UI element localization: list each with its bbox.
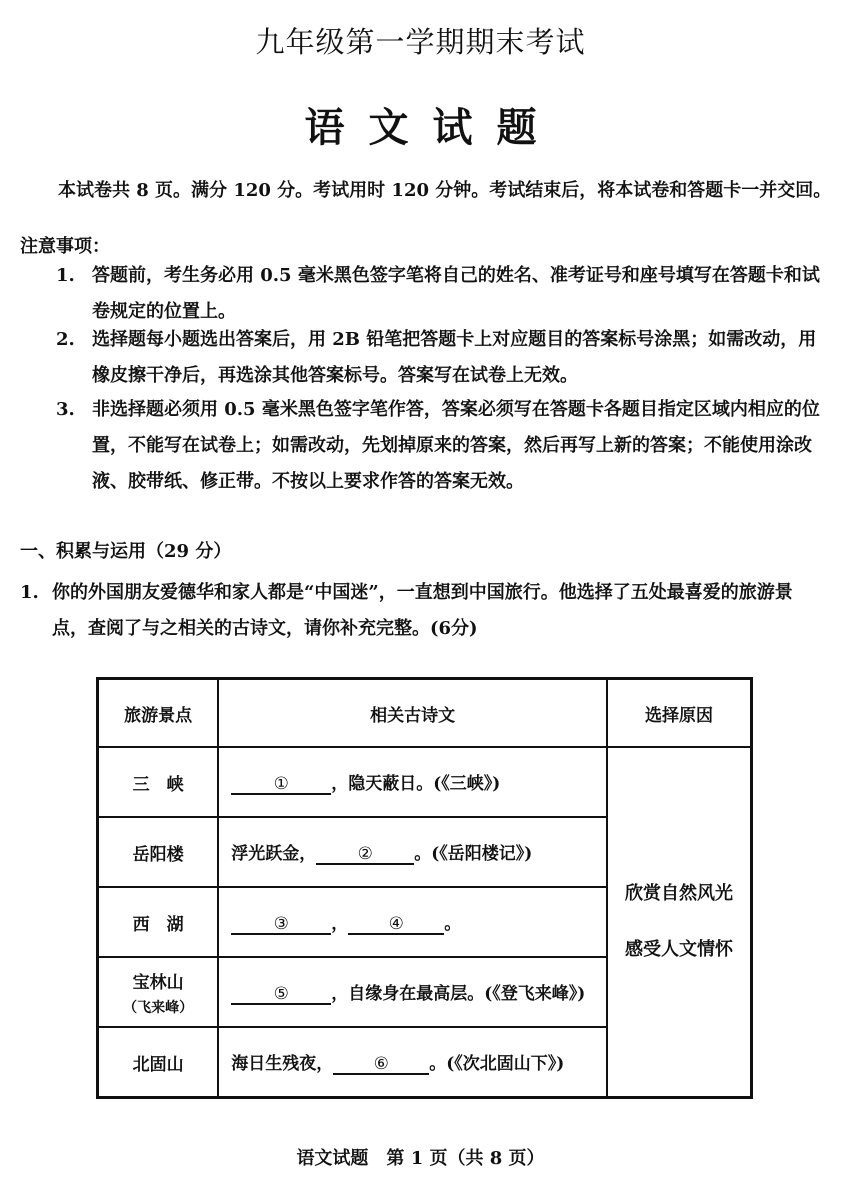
poetry-text: ， [331, 914, 349, 934]
scenic-spots-table [96, 677, 753, 1099]
exam-intro: 本试卷共 8 页。满分 120 分。考试用时 120 分钟。考试结束后，将本试卷和答题卡一并交回。 [58, 180, 832, 201]
place-name: 三 峡 [132, 774, 184, 795]
poetry-text: 。(《岳阳楼记》) [414, 844, 533, 864]
answer-blank: ⑤ [231, 985, 331, 1005]
notice-item [56, 258, 826, 330]
reason-line: 感受人文情怀 [625, 939, 734, 960]
place-cell [98, 1027, 219, 1098]
reason-cell [607, 747, 751, 1098]
notice-item-text: 选择题每小题选出答案后，用 2B 铅笔把答题卡上对应题目的答案标号涂黑；如需改动，用橡皮擦干净后，再选涂其他答案标号。答案写在试卷上无效。 [92, 329, 817, 386]
place-cell [98, 817, 219, 887]
notice-item [56, 322, 826, 394]
answer-blank: ② [316, 845, 414, 865]
poetry-cell [218, 887, 607, 957]
answer-blank: ④ [348, 915, 444, 935]
poetry-text: 海日生残夜， [231, 1054, 334, 1074]
table-header-row [98, 679, 752, 748]
page-footer: 语文试题 第 1 页（共 8 页） [296, 1148, 545, 1169]
column-header-place: 旅游景点 [98, 679, 219, 748]
place-name: 西 湖 [132, 914, 184, 935]
question-text: 你的外国朋友爱德华和家人都是“中国迷”，一直想到中国旅行。他选择了五处最喜爱的旅游景点，查阅了与之相关的古诗文，请你补充完整。(6分) [52, 582, 793, 639]
poetry-text: ，隐天蔽日。(《三峡》) [331, 774, 501, 794]
answer-blank: ③ [231, 915, 331, 935]
place-cell [98, 747, 219, 817]
place-cell [98, 887, 219, 957]
question-number: 1. [20, 582, 39, 603]
poetry-text: 。 [444, 914, 462, 934]
exam-title: 九年级第一学期期末考试 [255, 25, 586, 59]
place-cell [98, 957, 219, 1027]
poetry-cell [218, 957, 607, 1027]
poetry-text: 。(《次北固山下》) [429, 1054, 565, 1074]
notice-item-number: 1. [56, 265, 75, 286]
section-heading: 一、积累与运用（29 分） [20, 541, 232, 562]
notice-item-text: 答题前，考生务必用 0.5 毫米黑色签字笔将自己的姓名、准考证号和座号填写在答题卡和试卷规定的位置上。 [92, 265, 820, 322]
notice-item [56, 392, 826, 500]
notice-item-number: 2. [56, 329, 75, 350]
notice-item-number: 3. [56, 399, 75, 420]
answer-blank: ① [231, 775, 331, 795]
place-note: （飞来峰） [123, 999, 194, 1016]
poetry-text: ，自缘身在最高层。(《登飞来峰》) [331, 984, 586, 1004]
table-row [98, 747, 752, 817]
place-name: 北固山 [132, 1054, 184, 1075]
subject-title: 语文试题 [304, 104, 561, 151]
poetry-text: 浮光跃金， [231, 844, 317, 864]
question-1 [20, 575, 820, 647]
answer-blank: ⑥ [333, 1055, 429, 1075]
poetry-cell [218, 817, 607, 887]
notice-heading: 注意事项： [20, 236, 110, 257]
place-name: 宝林山 [132, 972, 184, 993]
poetry-cell [218, 747, 607, 817]
poetry-cell [218, 1027, 607, 1098]
column-header-poetry: 相关古诗文 [218, 679, 607, 748]
column-header-reason: 选择原因 [607, 679, 751, 748]
reason-line: 欣赏自然风光 [625, 883, 734, 904]
place-name: 岳阳楼 [132, 844, 184, 865]
notice-item-text: 非选择题必须用 0.5 毫米黑色签字笔作答，答案必须写在答题卡各题目指定区域内相应的位置，不能写在试卷上；如需改动，先划掉原来的答案，然后再写上新的答案；不能使用涂改液、胶带纸、修正带。不按以上要求作答的答案无效。 [92, 399, 820, 492]
